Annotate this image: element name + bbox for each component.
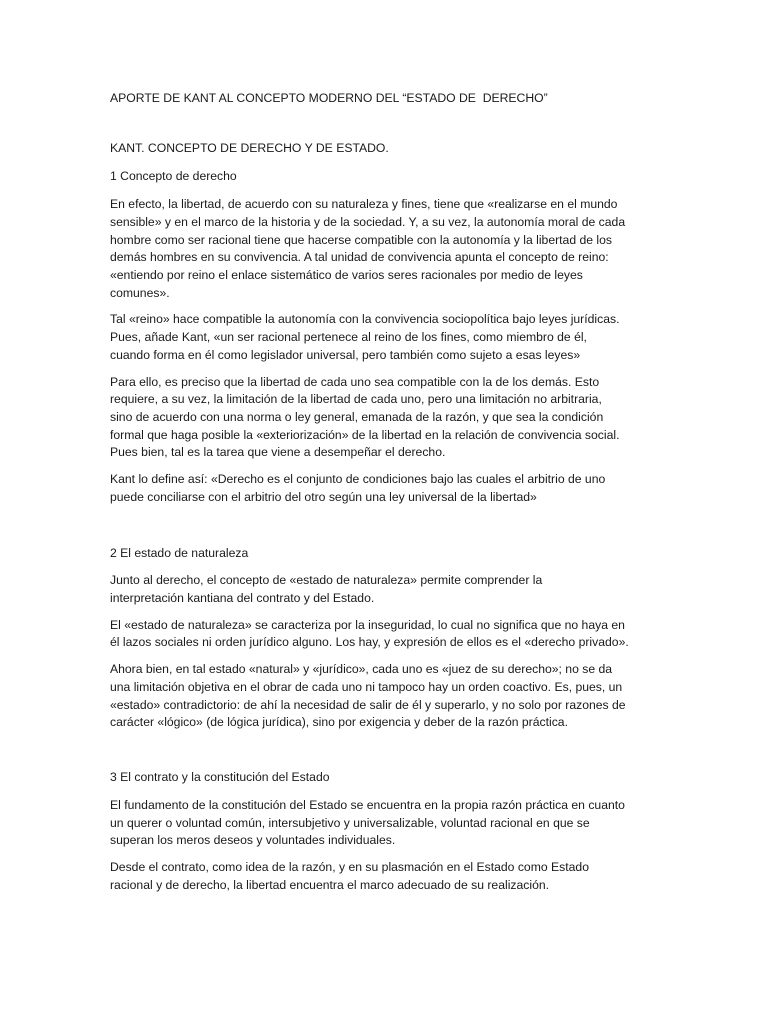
- paragraph-line: puede conciliarse con el arbitrio del otro según una ley universal de la libertad»: [110, 490, 537, 504]
- paragraph-line: racional y de derecho, la libertad encuentra el marco adecuado de su realización.: [110, 878, 550, 892]
- section-heading: 2 El estado de naturaleza: [110, 546, 249, 560]
- document-subtitle: KANT. CONCEPTO DE DERECHO Y DE ESTADO.: [110, 141, 389, 155]
- section-heading: 3 El contrato y la constitución del Estado: [110, 770, 330, 784]
- paragraph-line: sino de acuerdo con una norma o ley general, emanada de la razón, y que sea la condición: [110, 410, 604, 424]
- document-page: [110, 0, 660, 1024]
- paragraph-line: Kant lo define así: «Derecho es el conjunto de condiciones bajo las cuales el arbitrio de uno: [110, 472, 606, 486]
- paragraph-line: formal que haga posible la «exteriorización» de la libertad en la relación de convivencia social.: [110, 428, 620, 442]
- paragraph-line: un querer o voluntad común, intersubjetivo y universalizable, voluntad racional en que se: [110, 816, 590, 830]
- paragraph-line: hombre como ser racional tiene que hacerse compatible con la autonomía y la libertad de los: [110, 233, 613, 247]
- paragraph-line: «estado» contradictorio: de ahí la necesidad de salir de él y superarlo, y no solo por razones de: [110, 698, 626, 712]
- paragraph-line: sensible» y en el marco de la historia y de la sociedad. Y, a su vez, la autonomía moral de cada: [110, 215, 626, 229]
- paragraph-line: requiere, a su vez, la limitación de la libertad de cada uno, pero una limitación no arbitraria,: [110, 392, 602, 406]
- document-title: APORTE DE KANT AL CONCEPTO MODERNO DEL “ESTADO DE DERECHO”: [110, 91, 548, 105]
- paragraph-line: Pues, añade Kant, «un ser racional pertenece al reino de los fines, como miembro de él,: [110, 330, 587, 344]
- paragraph-line: interpretación kantiana del contrato y del Estado.: [110, 591, 375, 605]
- paragraph-line: superan los meros deseos y voluntades individuales.: [110, 833, 396, 847]
- paragraph-line: carácter «lógico» (de lógica jurídica), sino por exigencia y deber de la razón práctica.: [110, 715, 568, 729]
- paragraph-line: Junto al derecho, el concepto de «estado de naturaleza» permite comprender la: [110, 573, 543, 587]
- section-heading: 1 Concepto de derecho: [110, 169, 237, 183]
- paragraph-line: demás hombres en su convivencia. A tal unidad de convivencia apunta el concepto de reino:: [110, 250, 609, 264]
- paragraph-line: Tal «reino» hace compatible la autonomía con la convivencia sociopolítica bajo leyes jurídicas.: [110, 312, 620, 326]
- paragraph-line: una limitación objetiva en el obrar de cada uno ni tampoco hay un orden coactivo. Es, pues, un: [110, 680, 623, 694]
- paragraph-line: En efecto, la libertad, de acuerdo con su naturaleza y fines, tiene que «realizarse en el mundo: [110, 197, 618, 211]
- paragraph-line: Ahora bien, en tal estado «natural» y «jurídico», cada uno es «juez de su derecho»; no se da: [110, 662, 613, 676]
- paragraph-line: Para ello, es preciso que la libertad de cada uno sea compatible con la de los demás. Esto: [110, 375, 600, 389]
- paragraph-line: «entiendo por reino el enlace sistemático de varios seres racionales por medio de leyes: [110, 268, 583, 282]
- paragraph-line: El «estado de naturaleza» se caracteriza por la inseguridad, lo cual no significa que no haya en: [110, 618, 625, 632]
- paragraph-line: El fundamento de la constitución del Estado se encuentra en la propia razón práctica en cuanto: [110, 798, 625, 812]
- paragraph-line: comunes».: [110, 286, 170, 300]
- paragraph-line: cuando forma en él como legislador universal, pero también como sujeto a esas leyes»: [110, 348, 581, 362]
- paragraph-line: él lazos sociales ni orden jurídico alguno. Los hay, y expresión de ellos es el «derecho privado».: [110, 635, 629, 649]
- paragraph-line: Pues bien, tal es la tarea que viene a desempeñar el derecho.: [110, 445, 446, 459]
- paragraph-line: Desde el contrato, como idea de la razón, y en su plasmación en el Estado como Estado: [110, 860, 589, 874]
